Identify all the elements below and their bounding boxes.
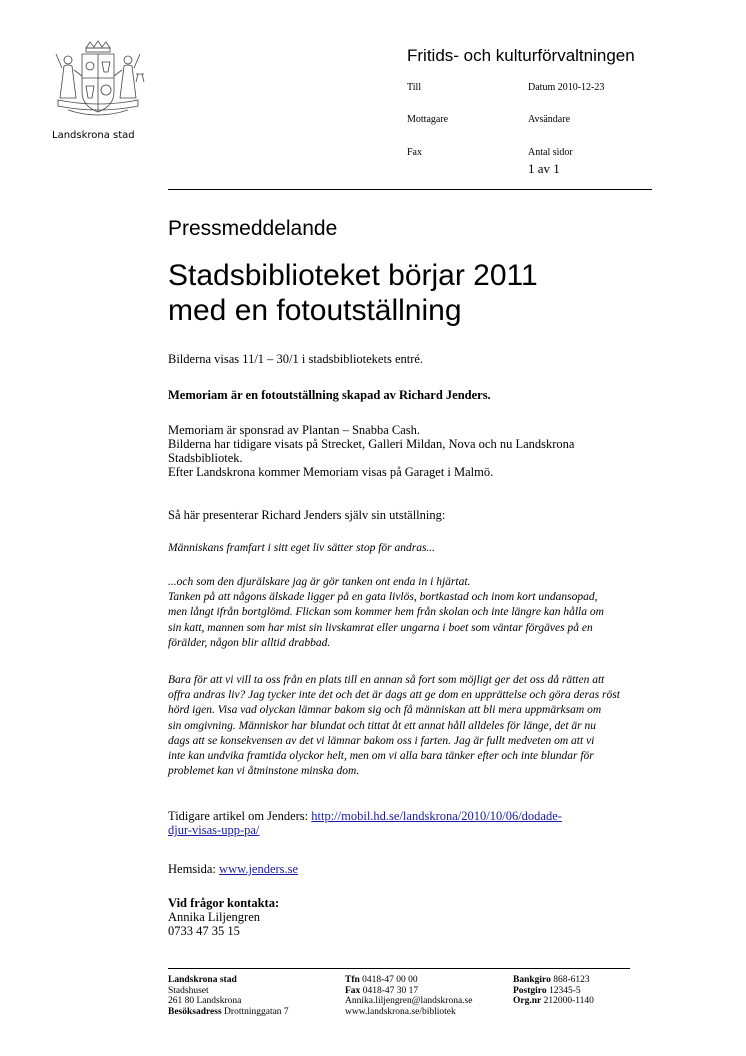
footer-fax-label: Fax <box>345 985 361 996</box>
quote-line: Tanken på att någons älskade ligger på en gata livlös, bortkastad och inom kort undansopad, <box>168 591 598 604</box>
contact-name: Annika Liljengren <box>168 910 260 924</box>
landskrona-coat-of-arms-logo <box>48 38 148 141</box>
datum-field <box>528 82 604 93</box>
intro-paragraph: Bilderna visas 11/1 – 30/1 i stadsbibliotekets entré. <box>168 352 424 366</box>
article-paragraph <box>168 809 658 837</box>
footer-address-column <box>168 975 289 1017</box>
footer-fax-value: 0418-47 30 17 <box>362 985 419 996</box>
footer-bankgiro-label: Bankgiro <box>513 975 551 985</box>
mottagare-label: Mottagare <box>407 114 449 125</box>
footer-contact-column <box>345 975 472 1017</box>
footer-address-line: Stadshuset <box>168 985 209 996</box>
footer-orgnr-label: Org.nr <box>513 996 542 1006</box>
document-kind: Pressmeddelande <box>168 217 338 240</box>
document-title <box>168 258 688 328</box>
quote-line: problemet kan vi åtminstone minska dom. <box>168 765 360 778</box>
article-link[interactable]: http://mobil.hd.se/landskrona/2010/10/06/dodade- <box>311 809 562 823</box>
antal-sidor-label: Antal sidor <box>528 147 573 158</box>
avsandare-label: Avsändare <box>528 114 571 125</box>
header-divider <box>168 189 652 190</box>
quote-line: ...och som den djurälskare jag är gör tanken ont enda in i hjärtat. <box>168 576 471 588</box>
lead-paragraph: Memoriam är en fotoutställning skapad av Richard Jenders. <box>168 388 491 402</box>
quote-line: Bara för att vi vill ta oss från en plats till en annan så fort som möjligt ger det oss då rätten att <box>168 674 605 686</box>
footer-visit-label: Besöksadress <box>168 1006 222 1017</box>
quote-paragraph-1: Människans framfart i sitt eget liv sätter stop för andras... <box>168 542 436 554</box>
footer-address-line: 261 80 Landskrona <box>168 996 242 1006</box>
website-paragraph <box>168 862 658 876</box>
quote-line: förälder, någon blir alltid drabbad. <box>168 636 331 649</box>
datum-label: Datum <box>528 82 556 93</box>
sponsor-paragraph <box>168 423 658 479</box>
sponsor-line: Efter Landskrona kommer Memoriam visas på Garaget i Malmö. <box>168 465 494 479</box>
footer-org-name: Landskrona stad <box>168 975 237 985</box>
footer-visit-value: Drottninggatan 7 <box>224 1006 289 1017</box>
footer-postgiro-value: 12345-5 <box>548 985 581 996</box>
article-label: Tidigare artikel om Jenders: <box>168 809 309 823</box>
title-line-2: med en fotoutställning <box>168 294 462 327</box>
presentation-intro: Så här presenterar Richard Jenders själv sin utställning: <box>168 508 446 522</box>
footer-email: Annika.liljengren@landskrona.se <box>345 996 473 1006</box>
datum-value: 2010-12-23 <box>557 82 605 93</box>
article-link-continued[interactable]: djur-visas-upp-pa/ <box>168 823 260 837</box>
logo-caption: Landskrona stad <box>52 130 135 141</box>
quote-line: offra andras liv? Jag tycker inte det och det är dags att ge dom en upprättelse och göra deras röst <box>168 689 620 702</box>
footer-tfn-label: Tfn <box>345 975 360 985</box>
footer-bankgiro-value: 868-6123 <box>553 975 590 985</box>
sponsor-line: Memoriam är sponsrad av Plantan – Snabba Cash. <box>168 423 421 437</box>
quote-line: sin omgivning. Människor har blundat och tittat åt ett annat håll alldeles för länge, det är nu <box>168 719 597 732</box>
contact-block <box>168 896 658 938</box>
quote-line: hörd igen. Visa vad olyckan lämnar bakom sig och få människan att bli mera uppmärksam om <box>168 704 602 717</box>
contact-phone: 0733 47 35 15 <box>168 924 240 938</box>
website-link[interactable]: www.jenders.se <box>219 862 299 876</box>
department-name: Fritids- och kulturförvaltningen <box>407 46 635 65</box>
footer-tfn-value: 0418-47 00 00 <box>362 975 418 985</box>
footer-web: www.landskrona.se/bibliotek <box>345 1006 456 1017</box>
quote-line: dags att se konsekvensen av det vi lämnar bakom oss i farten. Jag är fullt medveten om att vi <box>168 734 595 747</box>
contact-heading: Vid frågor kontakta: <box>168 896 280 910</box>
quote-line: men långt ifrån bortglömd. Flickan som kommer hem från skolan och inte längre kan hålla om <box>168 606 604 619</box>
footer-orgnr-value: 212000-1140 <box>543 996 594 1006</box>
sponsor-line: Bilderna har tidigare visats på Strecket, Galleri Mildan, Nova och nu Landskrona <box>168 437 575 451</box>
quote-paragraph-2 <box>168 575 658 651</box>
till-label: Till <box>407 82 422 93</box>
quote-paragraph-3 <box>168 673 658 779</box>
quote-line: sin katt, mannen som har mist sin livskamrat eller ungarna i boet som väntar förgäves på en <box>168 621 593 634</box>
quote-line: inte kan undvika framtida olyckor helt, men om vi alla bara tänker efter och inte blundar för <box>168 750 594 763</box>
fax-label: Fax <box>407 147 422 158</box>
sponsor-line: Stadsbibliotek. <box>168 451 243 465</box>
footer-bank-column <box>513 975 594 1007</box>
footer-divider <box>168 968 630 969</box>
website-label: Hemsida: <box>168 862 216 876</box>
coat-of-arms-icon <box>48 38 148 130</box>
antal-sidor-value: 1 av 1 <box>528 161 560 176</box>
footer-postgiro-label: Postgiro <box>513 985 547 996</box>
title-line-1: Stadsbiblioteket börjar 2011 <box>168 259 538 292</box>
